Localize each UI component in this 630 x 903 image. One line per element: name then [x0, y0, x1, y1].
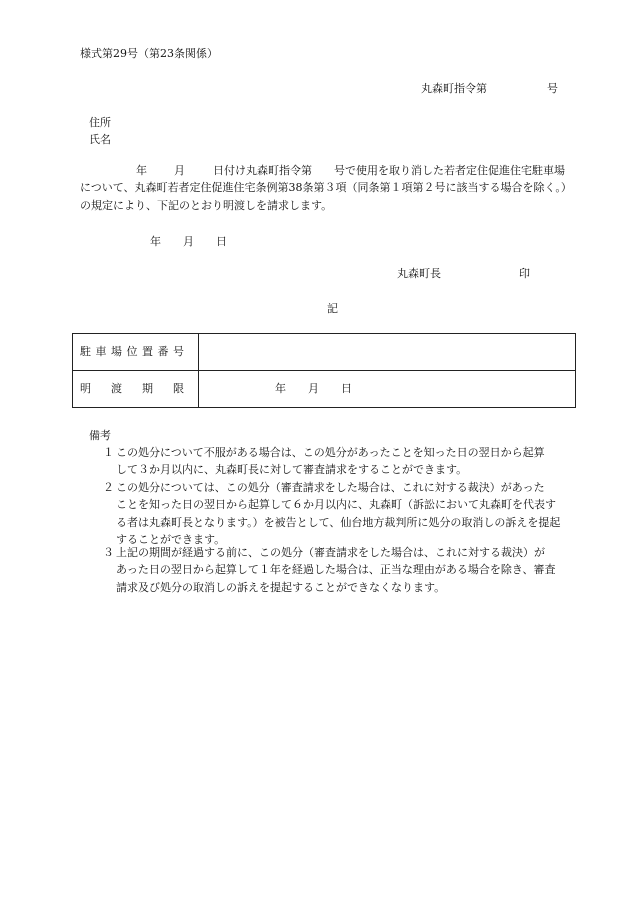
note-item: [103, 546, 583, 595]
parking-label-char: 番: [157, 344, 169, 358]
body-year: 年: [136, 164, 147, 177]
info-table: [72, 333, 576, 408]
deadline-label: [73, 371, 199, 408]
body-text-b: 号で使用を取り消した若者定住促進住宅駐車場: [334, 164, 565, 177]
body-paragraph: [80, 164, 580, 213]
deadline-label-char: 限: [173, 381, 184, 395]
note-line: る者は丸森町長となります。）を被告として、仙台地方裁判所に処分の取消しの訴えを提起: [116, 515, 561, 529]
note-line: 上記の期間が経過する前に、この処分（審査請求をした場合は、これに対する裁決）が: [116, 546, 545, 559]
parking-label-char: 号: [173, 344, 184, 358]
notes-title: 備考: [89, 429, 111, 442]
document-number: [421, 82, 558, 96]
deadline-label-char: 明: [80, 381, 91, 395]
body-line-2: について、丸森町若者定住促進住宅条例第38条第３項（同条第１項第２号に該当する場合を除く。）: [80, 181, 572, 195]
ki-heading: 記: [327, 302, 338, 315]
issuer: [397, 267, 530, 281]
deadline-label-char: 渡: [111, 381, 122, 395]
note-line: ことを知った日の翌日から起算して６か月以内に、丸森町（訴訟において丸森町を代表す: [116, 498, 556, 512]
note-line: この処分については、この処分（審査請求をした場合は、これに対する裁決）があった: [116, 481, 545, 494]
request-date-day: 日: [216, 235, 227, 248]
body-text-a: 日付け丸森町指令第: [213, 164, 312, 177]
request-date-year: 年: [150, 235, 161, 248]
note-line: して３か月以内に、丸森町長に対して審査請求をすることができます。: [116, 463, 468, 477]
body-line-1: [80, 164, 580, 178]
note-line: することができます。: [116, 532, 226, 546]
document-number-suffix: 号: [547, 82, 558, 95]
form-number: 様式第29号（第23条関係）: [80, 47, 218, 60]
request-date: [150, 235, 227, 249]
name-label: 氏名: [89, 133, 111, 146]
seal-mark: 印: [519, 267, 530, 280]
parking-label-char: 場: [111, 344, 122, 358]
note-line: この処分について不服がある場合は、この処分があったことを知った日の翌日から起算: [116, 446, 545, 459]
deadline-value[interactable]: [199, 371, 576, 408]
note-line: 請求及び処分の取消しの訴えを提起することができなくなります。: [116, 580, 446, 594]
deadline-month: 月: [308, 381, 319, 395]
note-number: ２: [103, 481, 114, 494]
request-date-month: 月: [183, 235, 194, 248]
note-item: [103, 446, 583, 478]
deadline-label-char: 期: [142, 381, 153, 395]
table-row-parking: [73, 334, 576, 371]
note-line: あった日の翌日から起算して１年を経過した場合は、正当な理由がある場合を除き、審査: [116, 563, 556, 577]
table-row-deadline: [73, 371, 576, 408]
note-number: １: [103, 446, 114, 459]
body-month: 月: [174, 164, 185, 177]
note-number: ３: [103, 546, 114, 559]
deadline-year: 年: [275, 381, 286, 395]
parking-label-char: 駐: [80, 344, 91, 358]
address-label: 住所: [89, 116, 111, 129]
parking-label-char: 車: [95, 344, 107, 358]
issuer-title: 丸森町長: [397, 267, 441, 280]
document-number-prefix: 丸森町指令第: [421, 82, 487, 95]
deadline-day: 日: [341, 381, 352, 395]
parking-number-label: [73, 334, 199, 371]
note-item: [103, 481, 583, 547]
parking-label-char: 置: [142, 344, 153, 358]
parking-label-char: 位: [126, 344, 138, 358]
parking-number-value[interactable]: [199, 334, 576, 371]
body-line-3: の規定により、下記のとおり明渡しを請求します。: [80, 198, 333, 212]
